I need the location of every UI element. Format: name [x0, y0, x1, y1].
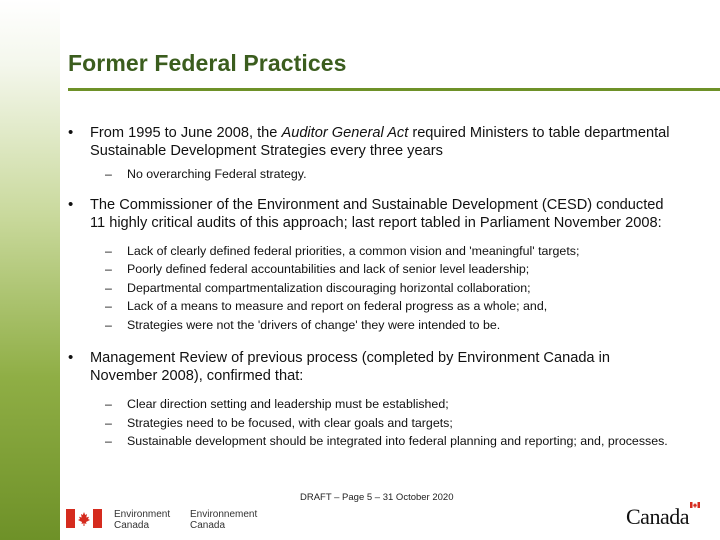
sub-item: [60, 414, 680, 433]
sub-item-text: Clear direction setting and leadership must be established;: [127, 397, 449, 411]
dash-icon: –: [105, 415, 112, 430]
sub-list: [60, 165, 680, 184]
canada-wordmark-flag-icon: [690, 502, 700, 512]
bullet-item: [60, 196, 680, 232]
department-name-en-line1: Environment: [114, 509, 171, 520]
sub-item: [60, 432, 680, 451]
sub-item-text: Strategies need to be focused, with clear goals and targets;: [127, 415, 453, 430]
sub-item-text: Strategies were not the 'drivers of change' they were intended to be.: [127, 317, 501, 332]
bullet-text: Management Review of previous process (completed by Environment Canada in November 2008), confirmed that:: [90, 350, 610, 384]
sub-item-text: Poorly defined federal accountabilities and lack of senior level leadership;: [127, 262, 530, 276]
dash-icon: –: [105, 299, 112, 313]
title-underline: [68, 88, 720, 91]
bullet-text: The Commissioner of the Environment and Sustainable Development (CESD) conducted 11 highly critical audits of this approach; last report tabled in Parliament November 2008:: [90, 196, 664, 231]
dash-icon: –: [105, 167, 112, 181]
bullet-text-emphasis: Auditor General Act: [281, 125, 409, 141]
department-name-en: [114, 509, 170, 531]
bullet-item: [60, 124, 680, 160]
bullet-text-pre: From 1995 to June 2008, the: [90, 125, 282, 141]
sub-item: [60, 316, 680, 335]
sub-item: [60, 165, 680, 184]
dash-icon: –: [105, 434, 112, 448]
bullet-text-post: required Ministers to table departmental Sustainable Development Strategies every three years: [90, 125, 670, 159]
sub-item-text: Departmental compartmentalization discouraging horizontal collaboration;: [127, 280, 531, 295]
sub-list: [60, 242, 680, 335]
bullet-icon: •: [68, 349, 74, 366]
sub-item-text: No overarching Federal strategy.: [127, 167, 307, 181]
sub-list: [60, 395, 680, 451]
department-name-fr: [190, 509, 257, 531]
slide-title: Former Federal Practices: [68, 50, 347, 76]
sub-item-text: Lack of a means to measure and report on federal progress as a whole; and,: [127, 299, 548, 313]
sub-item-text: Sustainable development should be integrated into federal planning and reporting; and, processes.: [127, 434, 668, 448]
canada-flag-icon: [66, 509, 102, 528]
department-name-fr-line1: Environnement: [190, 509, 258, 520]
sub-item: [60, 297, 680, 316]
bullet-icon: •: [68, 195, 74, 213]
department-name-fr-line2: Canada: [190, 520, 226, 531]
sub-item-text: Lack of clearly defined federal priorities, a common vision and 'meaningful' targets;: [127, 243, 580, 258]
slide-body: [60, 124, 680, 451]
dash-icon: –: [105, 317, 112, 332]
bullet-item: [60, 349, 680, 385]
sidebar-gradient: [0, 0, 60, 540]
dash-icon: –: [105, 397, 112, 411]
sub-item: [60, 279, 680, 298]
sub-item: [60, 395, 680, 414]
sub-item: [60, 260, 680, 279]
dash-icon: –: [105, 243, 112, 258]
bullet-icon: •: [68, 124, 74, 141]
footer-draft-label: DRAFT – Page 5 – 31 October 2020: [300, 492, 454, 503]
dash-icon: –: [105, 280, 112, 295]
dash-icon: –: [105, 262, 112, 276]
department-name-en-line2: Canada: [114, 520, 150, 531]
canada-wordmark: Canada: [626, 504, 689, 529]
sub-item: [60, 242, 680, 261]
